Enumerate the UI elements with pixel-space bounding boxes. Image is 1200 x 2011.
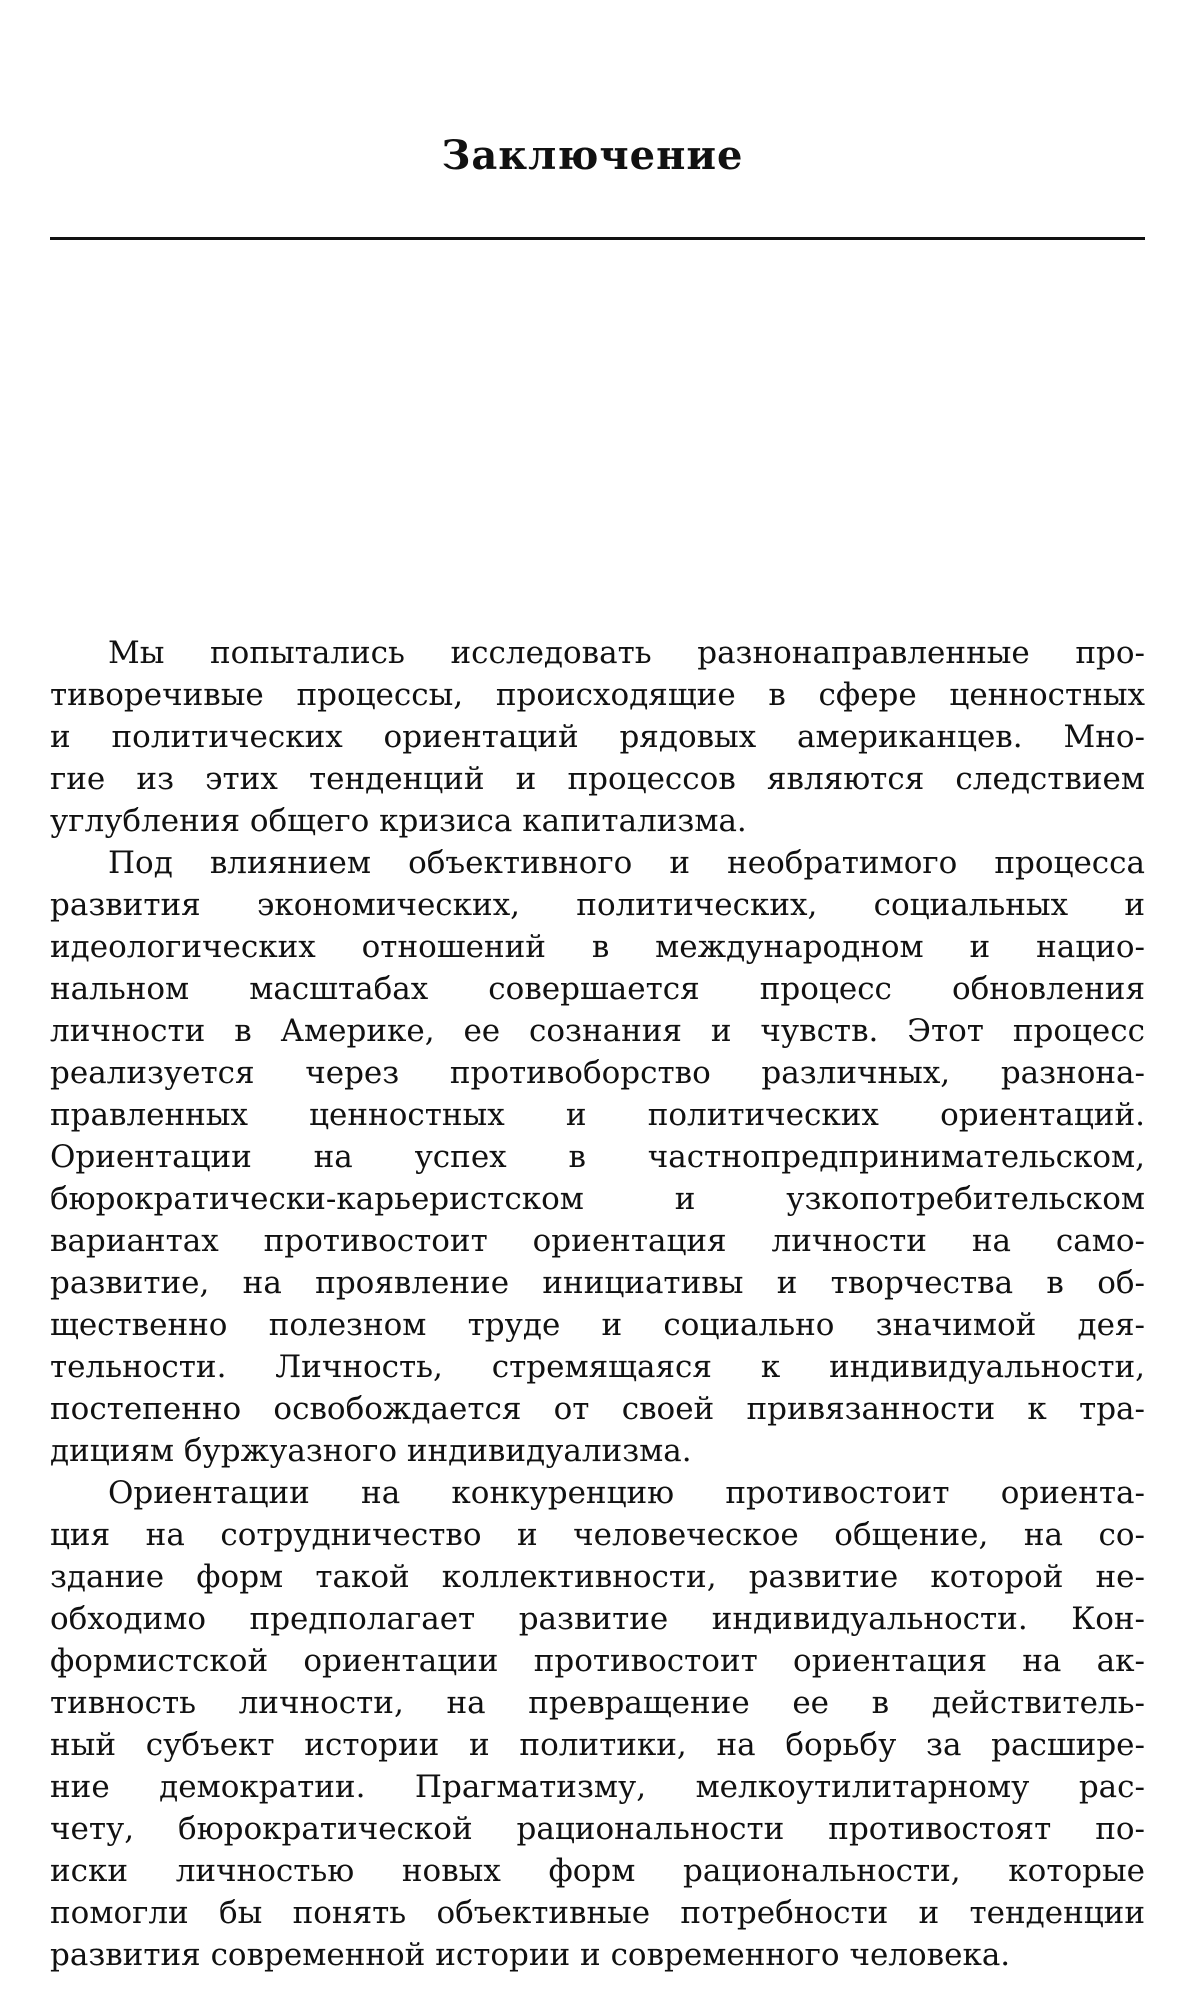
text-line: вариантах противостоит ориентация личности на само- — [50, 1223, 1145, 1259]
paragraph-2 — [50, 842, 1145, 1472]
text-line: идеологических отношений в международном и нацио- — [50, 929, 1145, 965]
text-line: тивность личности, на превращение ее в действитель- — [50, 1685, 1145, 1721]
text-line: щественно полезном труде и социально значимой дея- — [50, 1307, 1145, 1343]
text-line: тиворечивые процессы, происходящие в сфере ценностных — [50, 677, 1145, 713]
text-line: развитие, на проявление инициативы и творчества в об- — [50, 1265, 1145, 1301]
text-line: Ориентации на конкуренцию противостоит ориента- — [108, 1475, 1145, 1511]
text-line: ный субъект истории и политики, на борьбу за расшире- — [50, 1727, 1145, 1763]
chapter-title: Заключение — [441, 132, 744, 179]
text-line: иски личностью новых форм рациональности, которые — [50, 1853, 1145, 1889]
text-line: нальном масштабах совершается процесс обновления — [50, 971, 1145, 1007]
paragraph-3 — [50, 1472, 1145, 1976]
text-line: реализуется через противоборство различных, разнона- — [50, 1055, 1145, 1091]
text-line: ние демократии. Прагматизму, мелкоутилитарному рас- — [50, 1769, 1145, 1805]
text-line: помогли бы понять объективные потребности и тенденции — [50, 1895, 1145, 1931]
text-line: и политических ориентаций рядовых американцев. Мно- — [50, 719, 1145, 755]
text-line: дициям буржуазного индивидуализма. — [50, 1433, 692, 1469]
text-line: развития современной истории и современного человека. — [50, 1937, 1011, 1973]
text-line: Под влиянием объективного и необратимого процесса — [108, 845, 1145, 881]
text-line: правленных ценностных и политических ориентаций. — [50, 1097, 1145, 1133]
text-line: Ориентации на успех в частнопредпринимательском, — [50, 1139, 1145, 1175]
text-line: тельности. Личность, стремящаяся к индивидуальности, — [50, 1349, 1145, 1385]
text-line: углубления общего кризиса капитализма. — [50, 803, 747, 839]
text-line: гие из этих тенденций и процессов являются следствием — [50, 761, 1145, 797]
body-text — [50, 632, 1145, 1976]
text-line: Мы попытались исследовать разнонаправленные про- — [108, 635, 1145, 671]
text-line: бюрократически-карьеристском и узкопотребительском — [50, 1181, 1145, 1217]
text-line: чету, бюрократической рациональности противостоят по- — [50, 1811, 1145, 1847]
text-line: обходимо предполагает развитие индивидуальности. Кон- — [50, 1601, 1145, 1637]
text-line: постепенно освобождается от своей привязанности к тра- — [50, 1391, 1145, 1427]
text-line: личности в Америке, ее сознания и чувств. Этот процесс — [50, 1013, 1145, 1049]
text-line: здание форм такой коллективности, развитие которой не- — [50, 1559, 1145, 1595]
text-line: формистской ориентации противостоит ориентация на ак- — [50, 1643, 1145, 1679]
text-line: ция на сотрудничество и человеческое общение, на со- — [50, 1517, 1145, 1553]
paragraph-1 — [50, 632, 1145, 842]
text-line: развития экономических, политических, социальных и — [50, 887, 1145, 923]
title-rule — [50, 237, 1145, 240]
